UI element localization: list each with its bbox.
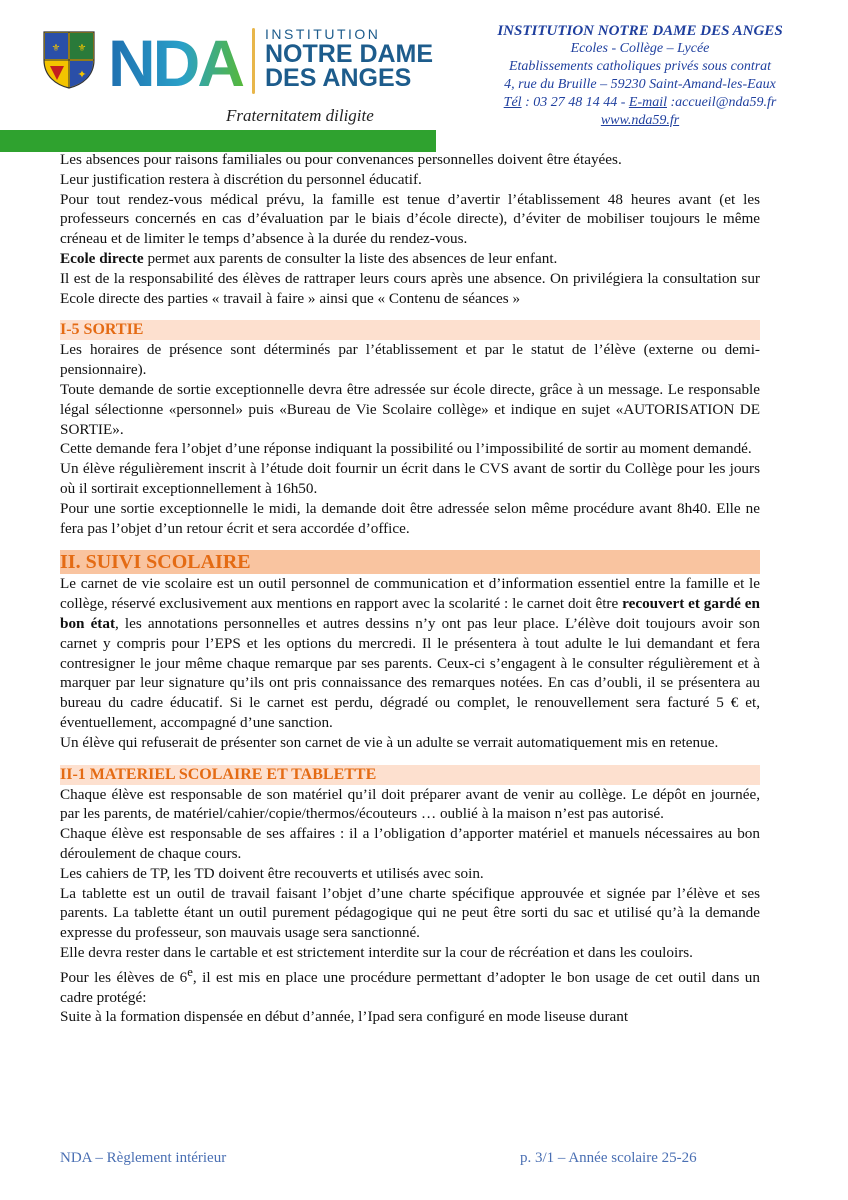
contact-phone-email xyxy=(462,94,818,112)
institution-label: INSTITUTION xyxy=(265,26,381,42)
paragraph: Le carnet de vie scolaire est un outil personnel de communication et d’information essentiel entre la famille et le collège, réservé exclusivement aux mentions en rapport avec la scolarité : le carnet doit être recouvert et gardé en bon état, les annotations personnelles et autres dessins n’y ont pas leur place. L’élève doit toujours avoir son carnet y compris pour l’EPS et les options du mercredi. Il le présentera à tout adulte le lui demandant et fera contresigner le jour même chaque remarque par ses parents. Ceux-ci s’engagent à le consulter régulièrement et à marquer par leur signature qu’ils ont pris connaissance des remarques notées. En cas d’oubli, il se présentera au bureau du cadre éducatif. Si le carnet est perdu, dégradé ou complet, le renouvellement sera facturé 5 € et, éventuellement, accompagné d’une sanction. xyxy=(60,575,760,731)
institution-name-line2: DES ANGES xyxy=(265,64,412,92)
svg-text:✦: ✦ xyxy=(77,68,87,81)
paragraph: Pour une sortie exceptionnelle le midi, la demande doit être adressée selon même procédure avant 8h40. Elle ne fera pas l’objet d’un retour écrit et sera accordée d’office. xyxy=(60,499,760,537)
website-link[interactable]: www.nda59.fr xyxy=(600,113,680,128)
svg-text:⚜: ⚜ xyxy=(51,43,61,54)
contact-address: 4, rue du Bruille – 59230 Saint-Amand-les-Eaux xyxy=(504,77,776,92)
email-value[interactable]: :accueil@nda59.fr xyxy=(667,95,777,110)
paragraph: Pour les élèves de 6e, il est mis en place une procédure permettant d’adopter le bon usage de cet outil dans un cadre protégé: xyxy=(60,964,760,1006)
section-heading-materiel: II-1 MATERIEL SCOLAIRE ET TABLETTE xyxy=(60,765,760,785)
footer-page-number: p. 3/1 – Année scolaire 25-26 xyxy=(520,1150,697,1166)
contact-line-schools: Ecoles - Collège – Lycée xyxy=(570,41,710,56)
paragraph: Pour tout rendez-vous médical prévu, la famille est tenue d’avertir l’établissement 48 heures avant (et les professeurs concernés en cas d’évaluation par le biais d’école directe), d’éviter de mobiliser toujours le même créneau et de limiter le temps d’absence à la durée du rendez-vous. xyxy=(60,190,760,248)
logo-divider xyxy=(252,28,255,94)
page-header xyxy=(0,0,848,152)
tel-value: : 03 27 48 14 44 - xyxy=(521,95,629,110)
paragraph: Chaque élève est responsable de ses affaires : il a l’obligation d’apporter matériel et manuels nécessaires au bon déroulement de chaque cours. xyxy=(60,825,760,862)
paragraph: Suite à la formation dispensée en début d’année, l’Ipad sera configuré en mode liseuse durant xyxy=(60,1008,629,1026)
paragraph: Chaque élève est responsable de son matériel qu’il doit préparer avant de venir au collège. Le dépôt en journée, par les parents, de matériel/cahier/copie/thermos/écouteurs … oublié à la maison n’est pas autorisé. xyxy=(60,785,760,823)
contact-line-status: Etablissements catholiques privés sous contrat xyxy=(508,59,772,74)
paragraph: Les cahiers de TP, les TD doivent être recouverts et utilisés avec soin. xyxy=(60,864,484,882)
coat-of-arms-logo xyxy=(42,30,96,90)
contact-block xyxy=(462,22,818,130)
svg-text:⚜: ⚜ xyxy=(77,43,87,54)
header-green-bar xyxy=(0,130,436,152)
section-heading-suivi-scolaire: II. SUIVI SCOLAIRE xyxy=(60,550,760,574)
bold-term: Ecole directe xyxy=(60,249,144,267)
paragraph: Les horaires de présence sont déterminés par l’établissement et par le statut de l’élève (externe ou demi-pensionnaire). xyxy=(60,341,760,379)
paragraph: Les absences pour raisons familiales ou pour convenances personnelles doivent être étayées. xyxy=(60,151,622,168)
motto: Fraternitatem diligite xyxy=(226,106,374,125)
paragraph: Cette demande fera l’objet d’une réponse indiquant la possibilité ou l’impossibilité de sortir au moment demandé. xyxy=(60,440,752,458)
paragraph: Un élève régulièrement inscrit à l’étude doit fournir un écrit dans le CVS avant de sortir du Collège pour les jours où il sortirait exceptionnellement à 16h50. xyxy=(60,460,760,497)
nda-logo xyxy=(108,24,248,96)
paragraph: La tablette est un outil de travail faisant l’objet d’une charte spécifique approuvée et signée par l’élève et ses parents. La tablette étant un outil purement pédagogique qui ne peut être sorti du sac et utilisé qu’à la demande expresse du professeur, son mauvais usage sera sanctionné. xyxy=(60,884,760,942)
paragraph: Ecole directe permet aux parents de consulter la liste des absences de leur enfant. xyxy=(60,249,558,267)
contact-title: INSTITUTION NOTRE DAME DES ANGES xyxy=(497,23,783,39)
paragraph: Toute demande de sortie exceptionnelle devra être adressée sur école directe, grâce à un message. Le responsable légal sélectionne «personnel» puis «Bureau de Vie Scolaire collège» et indique en sujet «AUTORISATION DE SORTIE». xyxy=(60,380,760,438)
nda-logo-text: NDA xyxy=(108,26,242,96)
document-body xyxy=(60,150,760,1027)
tel-label: Tél xyxy=(503,95,522,110)
section-heading-sortie: I-5 SORTIE xyxy=(60,320,760,340)
footer-document-title: NDA – Règlement intérieur xyxy=(60,1150,227,1166)
institution-name-line1: NOTRE DAME xyxy=(265,40,434,68)
paragraph: Elle devra rester dans le cartable et est strictement interdite sur la cour de récréation et dans les couloirs. xyxy=(60,943,693,961)
email-label[interactable]: E-mail xyxy=(628,95,667,110)
institution-name xyxy=(265,42,433,90)
paragraph: Leur justification restera à discrétion du personnel éducatif. xyxy=(60,170,422,188)
bold-phrase: recouvert et gardé en bon état xyxy=(60,595,760,632)
paragraph: Un élève qui refuserait de présenter son carnet de vie à un adulte se verrait automatiquement mis en retenue. xyxy=(60,733,719,751)
paragraph: Il est de la responsabilité des élèves de rattraper leurs cours après une absence. On privilégiera la consultation sur Ecole directe des parties « travail à faire » ainsi que « Contenu de séances » xyxy=(60,269,760,307)
